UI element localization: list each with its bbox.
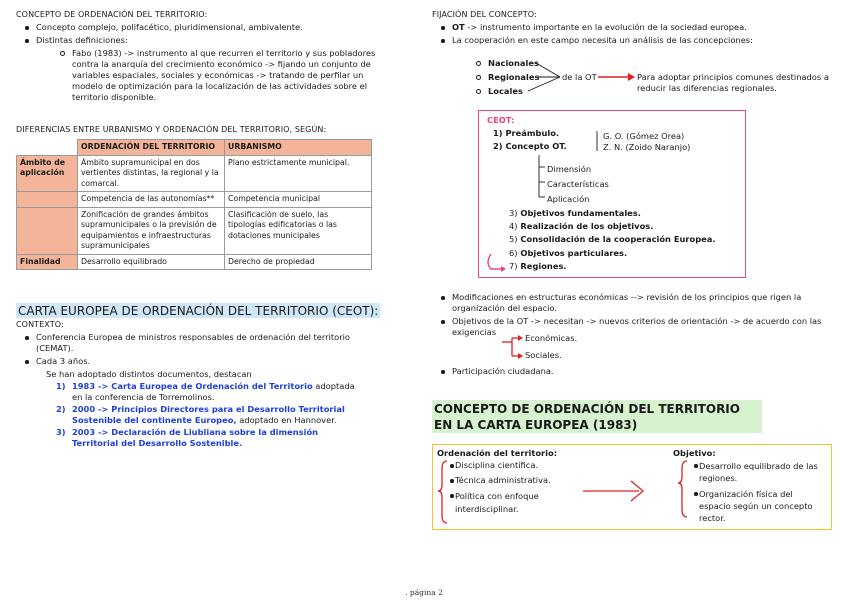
ceot-item — [509, 207, 716, 220]
document-item — [16, 427, 366, 449]
document-title: 2003 -> Declaración de Liubliana sobre la dimensión Territorial del Desarrollo Sostenible. — [72, 427, 319, 448]
table-row — [17, 254, 372, 270]
table-row — [17, 207, 372, 254]
objetivo-item: Organización física del espacio según un concepto rector. — [685, 488, 827, 524]
ceot-item-number: 3) — [509, 208, 518, 218]
cell-urbanismo: Plano estrictamente municipal. — [225, 155, 372, 192]
objetivo-item: Desarrollo equilibrado de las regiones. — [685, 460, 827, 484]
fixation-bullet-1 — [432, 22, 834, 33]
document-item — [16, 381, 366, 403]
document-title: 1983 -> Carta Europea de Ordenación del Territorio — [72, 381, 313, 391]
document-title: 2000 -> Principios Directores para el Desarrollo Territorial Sostenible del continente Europeo, — [72, 404, 345, 425]
ceot-item — [509, 247, 716, 260]
ceot-item-text: Regiones. — [520, 260, 567, 271]
document-detail: adoptada en la conferencia de Torremolinos. — [72, 381, 355, 402]
ot-label: Ordenación del territorio: — [437, 448, 558, 458]
document-number: 2) — [56, 404, 66, 414]
ceot-items-bottom — [509, 207, 716, 273]
document-detail: adoptado en Hannover. — [236, 415, 337, 425]
after-box-list — [432, 292, 834, 338]
ot-definition: -> instrumento importante en la evolución de la sociedad europea. — [464, 22, 747, 32]
ceot-title: CARTA EUROPEA DE ORDENACIÓN DEL TERRITORIO (CEOT): — [18, 304, 379, 318]
concept-1983-box — [432, 444, 832, 530]
ot-item: Disciplina científica. — [441, 460, 571, 471]
ceot-item-number: 1) — [493, 128, 503, 138]
fabo-definition: Fabo (1983) -> instrumento al que recurren el territorio y sus pobladores contra la anarquía del crecimiento económico -> fijando un conjunto de variables espaciales, sociales y económicas -> tratando de perfilar un modelo de optimización para la localización de las actividades sobre el territorio disponible. — [16, 48, 390, 103]
left-column — [16, 10, 396, 450]
ot-items-list — [441, 460, 571, 518]
exigencia-sociales: Sociales. — [525, 350, 562, 360]
ceot-item-number: 7) — [509, 260, 518, 271]
objetivo-list — [685, 460, 827, 526]
de-la-ot-label: de la OT — [562, 72, 597, 82]
ceot-item-text: Objetivos particulares. — [520, 247, 628, 258]
author-zoido-naranjo: Z. N. (Zoido Naranjo) — [603, 142, 691, 152]
purpose-text: Para adoptar principios comunes destinados a reducir las diferencias regionales. — [637, 72, 829, 93]
concept-sub-list — [547, 162, 609, 207]
concept-bullet-2: Distintas definiciones: — [16, 35, 396, 46]
table-row — [17, 155, 372, 192]
scope-locales: Locales — [432, 86, 523, 97]
cell-ot: Competencia de las autonomías** — [78, 192, 225, 208]
page-footer: . página 2 — [405, 588, 443, 597]
cell-ot: Desarrollo equilibrado — [78, 254, 225, 270]
ceot-item-text: Concepto OT. — [505, 141, 567, 151]
scope-regionales: Regionales — [432, 72, 539, 83]
concept-list — [16, 22, 396, 46]
table-header-ot: ORDENACIÓN DEL TERRITORIO — [78, 140, 225, 156]
fixation-bullet-2: La cooperación en este campo necesita un análisis de las concepciones: — [432, 35, 834, 46]
concept-1983-title: CONCEPTO DE ORDENACIÓN DEL TERRITORIO EN LA CARTA EUROPEA (1983) — [432, 400, 762, 433]
cell-urbanismo: Derecho de propiedad — [225, 254, 372, 270]
participation-list — [432, 366, 554, 379]
participation-bullet: Participación ciudadana. — [432, 366, 554, 377]
ceot-structure-box — [478, 110, 746, 278]
documents-intro: Se han adoptado distintos documentos, destacan — [46, 369, 252, 379]
cell-urbanismo: Competencia municipal — [225, 192, 372, 208]
table-header-urbanismo: URBANISMO — [225, 140, 372, 156]
document-number: 3) — [56, 427, 66, 437]
ceot-box-label: CEOT: — [487, 115, 515, 125]
ceot-item-number: 5) — [509, 234, 518, 245]
concept-1983-heading — [432, 400, 762, 433]
ceot-item-text: Preámbulo. — [505, 128, 560, 138]
ot-item: Política con enfoque interdisciplinar. — [441, 490, 571, 516]
context-bullet-2: Cada 3 años. — [16, 356, 396, 367]
table-header-row — [17, 140, 372, 156]
context-label: CONTEXTO: — [16, 320, 64, 329]
context-bullet-1: Conferencia Europea de ministros responsables de ordenación del territorio (CEMAT). — [16, 332, 381, 354]
ceot-item-text: Realización de los objetivos. — [520, 221, 654, 232]
right-column — [432, 10, 834, 540]
scope-nacionales: Nacionales — [432, 58, 539, 69]
cell-urbanismo: Clasificación de suelo, las tipologías edificatorias o las dotaciones municipales — [225, 207, 372, 254]
objetivo-label: Objetivo: — [673, 448, 716, 458]
documents-list — [16, 381, 366, 449]
ot-term: OT — [452, 22, 465, 32]
ceot-item-text: Consolidación de la cooperación Europea. — [520, 234, 716, 245]
row-label — [17, 207, 78, 254]
table-row — [17, 192, 372, 208]
scopes-diagram — [432, 58, 834, 104]
sub-dimension: Dimensión — [547, 164, 592, 174]
fixation-list — [432, 22, 834, 46]
sub-caracteristicas: Características — [547, 179, 609, 189]
cell-ot: Zonificación de grandes ámbitos supramunicipales o la previsión de equipamientos e infraestructuras supramunicipales — [78, 207, 225, 254]
ceot-item-number: 6) — [509, 247, 518, 258]
document-item — [16, 404, 366, 426]
author-gomez-orea: G. O. (Gómez Orea) — [603, 131, 685, 141]
table-header-blank — [17, 140, 78, 156]
row-label: Finalidad — [17, 254, 78, 270]
ceot-item — [509, 233, 716, 246]
concept-bullet-1: Concepto complejo, polifacético, pluridimensional, ambivalente. — [16, 22, 396, 33]
comparison-table — [16, 139, 372, 270]
ceot-item — [509, 260, 716, 273]
ot-item: Técnica administrativa. — [441, 475, 571, 486]
concept-title: CONCEPTO DE ORDENACIÓN DEL TERRITORIO: — [16, 10, 208, 19]
sub-aplicacion: Aplicación — [547, 194, 590, 204]
ceot-item-number: 2) — [493, 141, 503, 151]
ceot-item-text: Objetivos fundamentales. — [520, 208, 641, 218]
modifications-bullet: Modificaciones en estructuras económicas --> revisión de los principios que rigen la organización del espacio. — [432, 292, 834, 314]
document-number: 1) — [56, 381, 66, 391]
ceot-item — [509, 220, 716, 233]
row-label — [17, 192, 78, 208]
ceot-item-number: 4) — [509, 221, 518, 232]
context-list — [16, 332, 396, 367]
differences-title: DIFERENCIAS ENTRE URBANISMO Y ORDENACIÓN DEL TERRITORIO, SEGÚN: — [16, 125, 327, 134]
row-label: Ámbito de aplicación — [17, 155, 78, 192]
objectives-bullet: Objetivos de la OT -> necesitan -> nuevos criterios de orientación -> de acuerdo con las exigencias — [432, 316, 834, 338]
cell-ot: Ámbito supramunicipal en dos vertientes distintas, la regional y la comarcal. — [78, 155, 225, 192]
exigencia-economicas: Económicas. — [525, 333, 578, 343]
fixation-title: FIJACIÓN DEL CONCEPTO: — [432, 10, 537, 19]
